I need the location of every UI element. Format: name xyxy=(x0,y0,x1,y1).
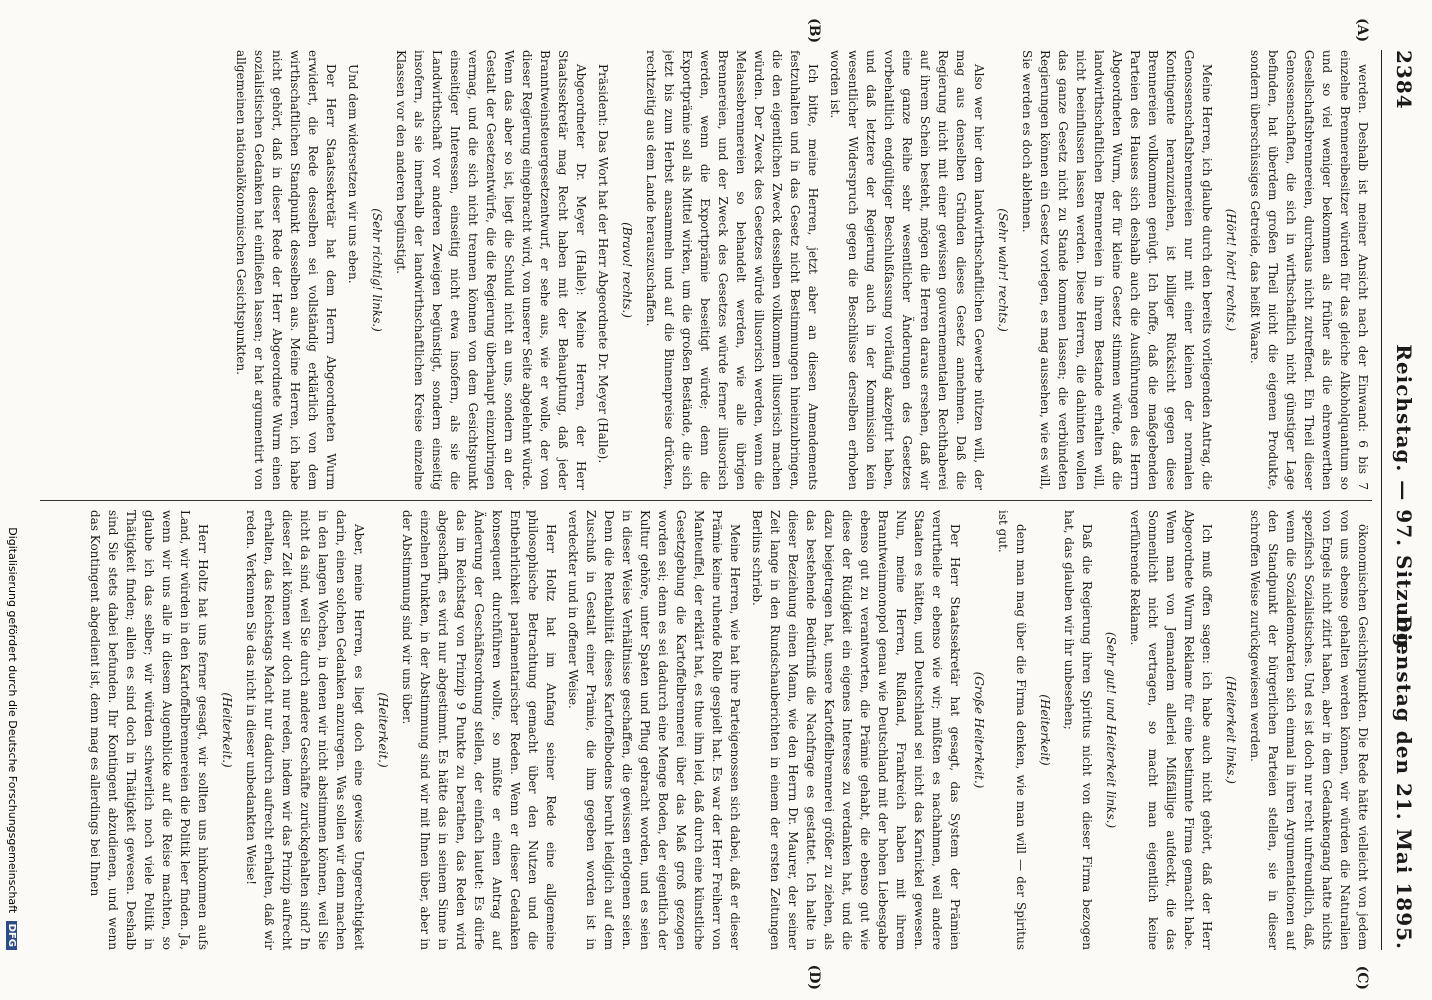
right-column xyxy=(40,510,1372,950)
paragraph: Ich bitte, meine Herren, jetzt aber an diesen Amendements festzuhalten und in das Gesetz nicht Bestimmungen hineinzubringen, die den eigentlichen Zweck desselben vollkommen illusorisch machen würden. Der Zweck des Gesetzes würde illusorisch werden, wenn die Melassebrennereien so behandelt werden, wie alle übrigen Brennereien, und der Zweck des Gesetzes würde ferner illusorisch werden, wenn die Exportprämie beseitigt würde; denn die Exportprämie soll als Mittel wirken, um die großen Bestände, die sich jetzt bis zum Herbst ansammeln und auf die Binnenpreise drücken, rechtzeitig aus dem Lande herauszuschaffen. xyxy=(644,50,820,490)
interjection: (Große Heiterkeit.) xyxy=(972,671,986,789)
paragraph: Also wer hier dem landwirthschaftlichen Gewerbe nützen will, der mag aus denselben Gründen dieses Gesetz annehmen. Daß die Regierung nicht mit einer gewissen gouvernementalen Rechthaberei auf ihrem Schein besteht, mögen die Herren daraus ersehen, daß wir eine ganze Reihe sehr wesentlicher Änderungen des Gesetzes vorbehaltlich endgültiger Beschlußfassung vorläufig akzeptirt haben, und daß letztere der Regierung auch in der Kommission kein wesentlicher Widerspruch gegen die Beschlüsse derselben erhoben worden ist. xyxy=(828,50,986,490)
paragraph: Aber, meine Herren, es liegt doch eine gewisse Ungerechtigkeit darin, einen solchen Gedanken anzuregen. Was sollen wir denn machen in den langen Wochen, in denen wir nicht abstimmen können, weil Sie nicht da sind, weil Sie durch andere Geschäfte zurückgehalten sind? In dieser Zeit können wir doch nur reden, indem wir das Prinzip aufrecht erhalten, das Reichstags Macht nur dadurch aufrecht erhalten, daß wir reden. Verkennen Sie das nicht in dieser unbedankten Weise! xyxy=(244,510,366,950)
paragraph: Der Herr Staatssekretär hat dem Herrn Abgeordneten Wurm erwidert, die Rede desselben sei vollständig erklärlich von dem wirthschaftlichen Standpunkt desselben aus. Meine Herren, ich habe nicht gehört, daß in dieser Rede der Herr Abgeordnete Wurm einen sozialistischen Gedanken hat einfließen lassen; er hat argumentirt von allgemeinen nationalökonomischen Gesichtspunkten. xyxy=(234,50,338,490)
paragraph: ökonomischen Gesichtspunkten. Die Rede hätte vielleicht von jedem von uns ebenso gehalten werden können, wir würden die Naturalien von Engels nicht zitirt haben, aber in dem Gedankengang hatte nichts spezifisch Sozialistisches. Und es ist doch nur recht unfreundlich, daß, wenn die Sozialdemokraten sich einmal in ihren Argumentationen auf den Standpunkt der bürgerlichen Parteien stellen, sie in dieser schroffen Weise zurückgewiesen werden. xyxy=(1248,510,1370,950)
paragraph: Meine Herren, ich glaube durch den bereits vorliegenden Antrag, die Genossenschaftsbrennereien nur mit einer kleinen der normalen Kontingente heranzuziehen, ist billiger Rücksicht gegen diese Brennereien vollkommen genügt. Ich hoffe, daß die maßgebenden Parteien des Hauses sich deshalb auch die Ausführungen des Herrn Abgeordneten Wurm, der für kleine Gesetz stimmen würde, daß die landwirthschaftlichen Brennereien in ihrem Bestande erhalten will, nicht beeinflussen lassen werden. Diese Herren, die dahinten wollen das ganze Gesetz nicht zu Stande kommen lassen; die verbündeten Regierungen können ein Gesetz vorlegen, es mag aussehen, wie es will, Sie werden es doch ablehnen. xyxy=(1020,50,1214,490)
credit-text: Digitalisierung gefördert durch die Deutsche Forschungsgemeinschaft xyxy=(6,527,19,914)
left-column xyxy=(40,50,1372,490)
paragraph: Meine Herren, wie hat ihre Parteigenossen sich dabei, daß er dieser Prämie keine ruhende Rolle gespielt hat. Es war der Herr Freiherr von Manteuffel, der erklärt hat, es thue ihm leid, daß durch eine künstliche Gesetzgebung die Kartoffelbrennerei über das Maß groß gezogen worden sei; denn es sei dadurch eine Menge Boden, der eigentlich der Kultur gehöre, unter Spaten und Pflug gebracht worden, und es seien in dieser Weise Verhältnisse geschaffen, die gewissen erlogenen seien. Denn die Rentabilität dieses Kartoffelbodens beruht lediglich auf dem Zuschuß in Gestalt einer Prämie, die ihm gegeben worden ist in verdeckter und in offener Weise. xyxy=(566,510,742,950)
paragraph: denn man mag über die Firma denken, wie man will — der Spiritus ist gut. xyxy=(996,510,1028,950)
dfg-logo-icon: DFG xyxy=(6,921,17,950)
paragraph: Und dem widersetzen wir uns eben. xyxy=(346,64,360,284)
margin-marker-d: (D) xyxy=(806,964,822,990)
paragraph: Der Herr Staatssekretär hat gesagt, das System der Prämien verurtheile er ebenso wie wir; müßten es nachahmen, weil andere Staaten es hätten, und Deutschland sei nicht das Karnickel gewesen. Nun, meine Herren, Rußland, Frankreich haben mit ihrem Branntweinmonopol genau wie Deutschland mit der hohen Liebesgabe ebenso gut zu verantworten, die Prämie gehabt, die ebenso gut wie diese der Rüdigkeit ein eigenes Interesse zu verdanken hat, und die dazu beigetragen hat, unsere Kartoffelbrennerei größer zu ziehen, als das bestehende Bedürfniß die Nachfrage es gestattet. Ich halte in dieser Beziehung einen Mann, wie den Herrn Dr. Maurer, der seiner Zeit lange in den Rundschauberichten in einem der ersten Zeitungen Berlins schrieb. xyxy=(750,510,962,950)
paragraph: Daß die Regierung ihren Spiritus nicht von dieser Firma bezogen hat, das glauben wir ihr unbesehen; xyxy=(1062,510,1094,950)
paragraph: Abgeordneter Dr. Meyer (Halle): Meine Herren, der Herr Staatssekretär mag Recht haben mit der Behauptung, daß jeder Branntweinsteuergesetzentwurf, er sehe aus, wie er wolle, der von dieser Regierung eingebracht wird, von unserer Seite abgelehnt würde. Wenn das aber so ist, liegt die Schuld nicht an uns, sondern an der Gestalt der Gesetzentwürfe, die die Regierung überhaupt einzubringen vermag, und die sich nicht trennen können von dem Gesichtspunkt einseitiger Interessen, einseitig nicht etwa insofern, als sie die Landwirthschaft vor anderen Zweigen begünstigt, sondern einseitig insofern, als sie innerhalb der landwirthschaftlichen Kreise einzelne Klassen vor den anderen begünstigt. xyxy=(394,50,588,490)
interjection: (Bravo! rechts.) xyxy=(620,222,634,318)
interjection: (Sehr richtig! links.) xyxy=(370,208,384,332)
interjection: (Sehr gut! und Heiterkeit links.) xyxy=(1104,631,1118,829)
paragraph: Ich muß offen sagen: ich habe auch nicht gehört, daß der Herr Abgeordnete Wurm Reklame für eine bestimmte Firma gemacht habe. Wenn man von Jemandem allerlei Mißfällige aufdeckt, die das Sonnenlicht nicht vertragen, so macht man eigentlich keine verführende Reklame. xyxy=(1128,510,1214,950)
header-rule xyxy=(1381,50,1382,950)
paragraph: Herr Holtz hat im Anfang seiner Rede eine allgemeine philosophische Betrachtung gemacht über den Nutzen und die Entbehrlichkeit parlamentarischer Reden. Wenn er dieser Gedanken konsequent durchführen wollte, so müßte er einen Antrag auf Änderung der Geschäftsordnung stellen, der einfach lautet: Es dürfe das im Reichstag von Prinzip 9 Punkte zu berathen, das Reden wird abgeschafft, es wird nur abgestimmt. Es hätte das in seinem Sinne in einzelnen Punkten, in der Abstimmung sind wir mit Ihnen über, aber in der Abstimmung sind wir uns über. xyxy=(400,510,558,950)
paragraph: Präsident: Das Wort hat der Herr Abgeordnete Dr. Meyer (Halle). xyxy=(596,64,610,464)
column-divider xyxy=(40,500,1372,501)
running-title: Reichstag. — 97. Sitzung. xyxy=(1392,344,1416,656)
interjection: (Heiterkeit) xyxy=(1038,694,1052,766)
margin-marker-c: (C) xyxy=(1354,965,1370,990)
interjection: (Hört! hört! rechts.) xyxy=(1224,208,1238,332)
page-number: 2384 xyxy=(1392,50,1416,110)
margin-marker-a: (A) xyxy=(1354,18,1370,43)
paragraph: werden. Deshalb ist meiner Ansicht nach der Einwand: 6 bis 7 einzelne Brennereibesitzer würden für das gleiche Alkoholquantum so und so viel weniger bekommen als früher als die ehrenwerthen Gesellschaftsbrennereien, durchaus nicht zutreffend. Ein Theil dieser Genossenschaften, die sich in wirthschaftlich nicht günstiger Lage befinden, hat überdem großen Theil nicht die eigenen Produkte, sondern überschüssiges Getreide, das heißt Waare. xyxy=(1248,50,1370,490)
session-date: Dienstag den 21. Mai 1895. xyxy=(1392,615,1416,950)
interjection: (Heiterkeit.) xyxy=(220,692,234,768)
margin-marker-b: (B) xyxy=(806,18,822,44)
page-header xyxy=(1382,50,1422,950)
interjection: (Sehr wahr! rechts.) xyxy=(996,208,1010,332)
paragraph: Herr Holtz hat uns ferner gesagt, wir sollten uns hinkommen aufs Land, wir würden in den Kartoffelbrennereien die Politik leer finden. Ja, wenn wir uns alle in diesem Augenblicke auf die Reise machten, so glaube ich das selber; wir würden schwerlich noch viele Politik in Thätigkeit finden; allein es sind doch in Thätigkeit gewesen. Deshalb sind Sie stets dabei befunden. Ihr Kontingent abzudienen, und wenn das Kontingent abgedient ist, denn mag es allerdings bei Ihnen xyxy=(88,510,210,950)
interjection: (Heiterkeit.) xyxy=(376,692,390,768)
interjection: (Heiterkeit links.) xyxy=(1224,676,1238,784)
digitization-credit xyxy=(6,527,19,950)
